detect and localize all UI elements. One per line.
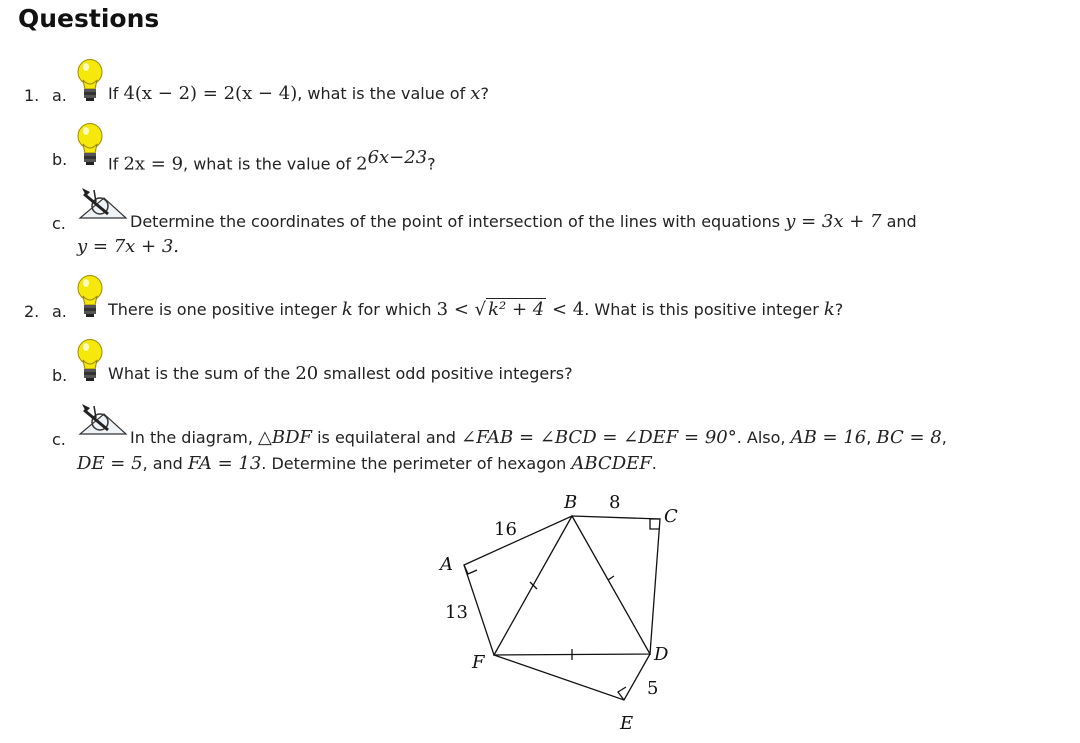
- question-number-1: 1.: [24, 86, 40, 105]
- length-label-ab: 16: [494, 519, 517, 540]
- lightbulb-icon[interactable]: [76, 122, 104, 168]
- compass-pencil-icon[interactable]: [78, 402, 128, 436]
- vertex-label-f: F: [472, 652, 485, 673]
- length-label-de: 5: [647, 678, 659, 699]
- lightbulb-icon[interactable]: [76, 274, 104, 320]
- compass-pencil-icon[interactable]: [78, 186, 128, 220]
- vertex-label-e: E: [620, 713, 634, 734]
- length-label-bc: 8: [609, 492, 621, 513]
- question-1b-text: If 2x = 9, what is the value of $2^{6x-23}$?: [108, 147, 436, 175]
- lightbulb-icon[interactable]: [76, 338, 104, 384]
- page-title: Questions: [18, 4, 160, 33]
- lightbulb-icon[interactable]: [76, 58, 104, 104]
- question-number-2: 2.: [24, 302, 40, 321]
- question-1c-text-line2: y = 7x + 3.: [77, 236, 179, 257]
- question-2a-text: There is one positive integer k for which 3 < √ k² + 4 < 4. What is this positive integer k?: [108, 299, 844, 320]
- vertex-label-d: D: [654, 644, 669, 665]
- hexagon-outline: [464, 516, 660, 700]
- hexagon-diagram: [438, 488, 680, 738]
- question-2b-text: What is the sum of the 20 smallest odd positive integers?: [108, 363, 573, 384]
- part-label-2c: c.: [52, 430, 66, 449]
- vertex-label-c: C: [664, 506, 678, 527]
- part-label-2b: b.: [52, 366, 68, 385]
- vertex-label-a: A: [440, 554, 453, 575]
- triangle-bdf: [494, 516, 650, 655]
- part-label-1b: b.: [52, 150, 68, 169]
- length-label-fa: 13: [445, 602, 468, 623]
- part-label-2a: a.: [52, 302, 67, 321]
- question-2c-text: In the diagram, △BDF is equilateral and ∠FAB = ∠BCD = ∠DEF = 90°. Also, AB = 16, BC = 8,: [130, 427, 947, 448]
- part-label-1c: c.: [52, 214, 66, 233]
- question-1c-text: Determine the coordinates of the point of intersection of the lines with equations y = 3x + 7 and: [130, 211, 917, 232]
- question-2c-text-line2: DE = 5, and FA = 13. Determine the perimeter of hexagon ABCDEF.: [77, 453, 657, 474]
- question-1a-text: If 4(x − 2) = 2(x − 4), what is the value of x?: [108, 83, 489, 104]
- vertex-label-b: B: [564, 492, 578, 513]
- part-label-1a: a.: [52, 86, 67, 105]
